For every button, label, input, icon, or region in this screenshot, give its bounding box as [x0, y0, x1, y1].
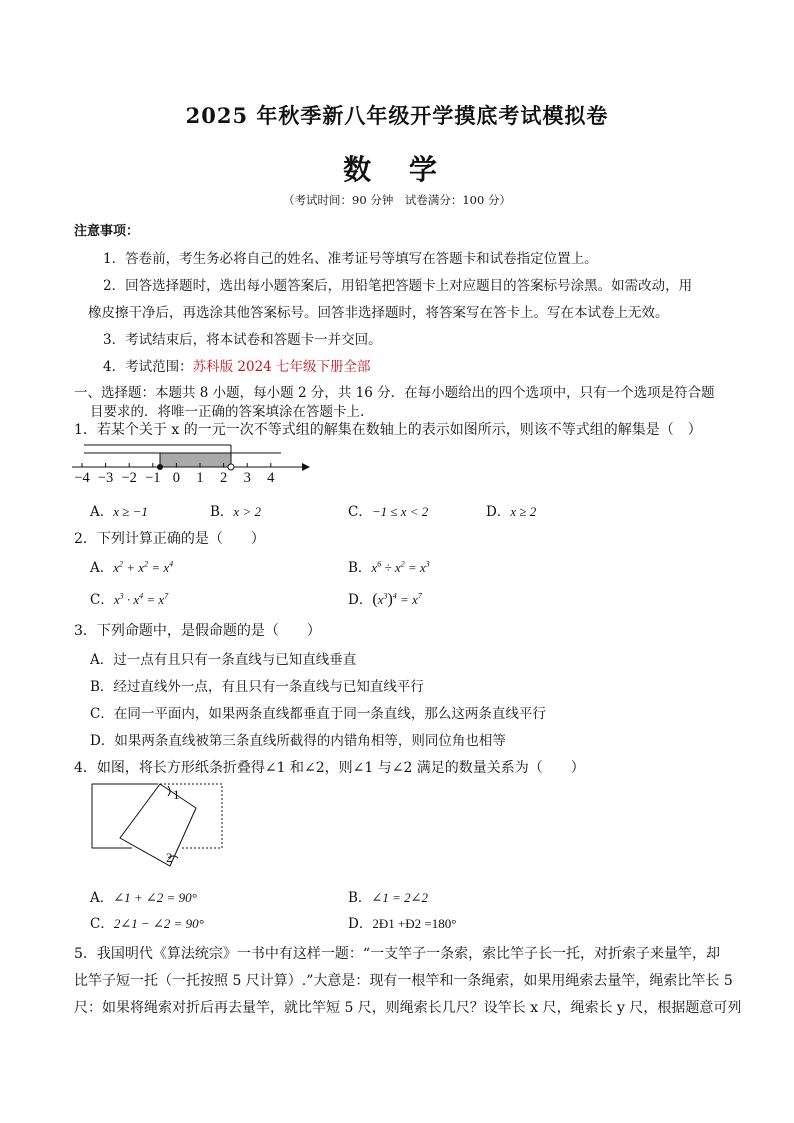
- axis-tick-label: 2: [219, 470, 228, 486]
- q1-option-c-letter: C．: [348, 504, 372, 520]
- angle-1-label: 1: [173, 787, 180, 802]
- q3-option-a[interactable]: A．过一点有且只有一条直线与已知直线垂直: [90, 652, 357, 668]
- exam-scope: 苏科版 2024 七年级下册全部: [192, 359, 371, 375]
- axis-tick-label: −1: [145, 470, 161, 486]
- q2-option-d-math: $(x^3)^4 = x^7$: [372, 591, 422, 608]
- exam-info: （考试时间：90 分钟 试卷满分：100 分）: [283, 193, 511, 207]
- q2-option-b-letter: B．: [348, 560, 372, 576]
- q4-option-b-letter: B．: [348, 890, 372, 906]
- notice-item-2-line-1: 2．回答选择题时，选出每小题答案后，用铅笔把答题卡上对应题目的答案标号涂黑。如需改动，用: [103, 278, 693, 294]
- q1-option-a-math: x ≥ −1: [113, 504, 148, 519]
- angle-2-label: 2: [166, 850, 173, 865]
- q1-option-d[interactable]: [486, 500, 536, 520]
- notice-item-4-prefix: 4．考试范围：: [103, 359, 193, 375]
- q4-option-b-math: ∠1 = 2∠2: [371, 890, 428, 905]
- question-4-stem: 4．如图，将长方形纸条折叠得∠1 和∠2，则∠1 与∠2 满足的数量关系为（ ）: [74, 760, 585, 776]
- q2-option-a-letter: A．: [90, 560, 114, 576]
- solution-region: [160, 453, 231, 467]
- section-1-instructions-line-2: 目要求的．将唯一正确的答案填涂在答题卡上.: [90, 404, 365, 420]
- q3-option-b[interactable]: B．经过直线外一点，有且只有一条直线与已知直线平行: [90, 679, 424, 695]
- q4-option-a-math: ∠1 + ∠2 = 90°: [113, 890, 197, 905]
- axis-tick-label: 4: [267, 470, 275, 486]
- q2-option-a[interactable]: [90, 556, 173, 576]
- axis-tick-label: −3: [97, 470, 114, 486]
- question-5-line-3: 尺：如果将绳索对折后再去量竿，就比竿短 5 尺，则绳索长几尺？设竿长 x 尺，绳索长 y 尺，根据题意可列: [74, 1000, 742, 1016]
- axis-tick-label: 1: [196, 470, 204, 486]
- folded-flap: [120, 784, 196, 866]
- axis-ticks: [82, 463, 271, 467]
- q4-option-d-math: 2Ð1 +Ð2 =180°: [372, 916, 457, 931]
- q4-option-c-letter: C．: [90, 916, 114, 932]
- q1-option-b-letter: B．: [210, 504, 234, 520]
- q2-option-c-letter: C．: [90, 592, 114, 608]
- q3-option-d[interactable]: D．如果两条直线被第三条直线所截得的内错角相等，则同位角也相等: [90, 733, 506, 749]
- notice-item-4: [103, 355, 371, 375]
- exam-title: 2025 年秋季新八年级开学摸底考试模拟卷: [185, 103, 609, 128]
- q2-option-b-math: $x^6 \div x^2 = x^3$: [371, 559, 430, 575]
- angle-1-arc: [168, 786, 170, 796]
- notice-item-2-line-2: 橡皮擦干净后，再选涂其他答案标号。回答非选择题时，将答案写在答卡上。写在本试卷上无效。: [88, 305, 669, 321]
- notice-item-3: 3．考试结束后，将本试卷和答题卡一并交回。: [103, 332, 382, 348]
- q1-option-b[interactable]: [210, 500, 261, 520]
- number-line-labels: [70, 470, 310, 490]
- q1-option-d-letter: D．: [486, 504, 511, 520]
- q1-option-b-math: x > 2: [233, 504, 261, 519]
- q2-option-c[interactable]: [90, 588, 168, 608]
- q1-option-a-letter: A．: [90, 504, 114, 520]
- axis-tick-label: −2: [121, 470, 137, 486]
- q4-option-d[interactable]: [348, 912, 456, 932]
- q2-option-d-letter: D．: [348, 592, 373, 608]
- q4-option-c[interactable]: [90, 912, 204, 932]
- question-5-line-2: 比竿子短一托（一托按照 5 尺计算）.”大意是：现有一根竿和一条绳索，如果用绳索去量竿，绳索比竿长 5: [74, 973, 733, 989]
- q2-option-d[interactable]: [348, 588, 422, 609]
- axis-tick-label: −4: [74, 470, 90, 486]
- q1-option-c[interactable]: [348, 500, 428, 520]
- strip-dashed-edge: [156, 784, 222, 848]
- axis-tick-label: 3: [243, 470, 251, 486]
- question-1-stem: 1．若某个关于 x 的一元一次不等式组的解集在数轴上的表示如图所示，则该不等式组的解集是（ ）: [74, 422, 702, 438]
- folded-strip-figure: [90, 782, 226, 868]
- q3-option-c[interactable]: C．在同一平面内，如果两条直线都垂直于同一条直线，那么这两条直线平行: [90, 706, 546, 722]
- question-5-line-1: 5．我国明代《算法统宗》一书中有这样一题：“一支竿子一条索，索比竿子长一托，对折索子来量竿，却: [74, 946, 721, 962]
- q1-option-c-math: −1 ≤ x < 2: [371, 504, 429, 519]
- q4-option-c-math: 2∠1 − ∠2 = 90°: [113, 916, 204, 931]
- subject-title: 数 学: [343, 153, 451, 186]
- question-2-stem: 2．下列计算正确的是（ ）: [74, 531, 265, 547]
- q1-option-d-math: x ≥ 2: [510, 504, 537, 519]
- q2-option-c-math: $x^3 \cdot x^4 = x^7$: [113, 591, 169, 607]
- q2-option-a-math: $x^2 + x^2 = x^4$: [113, 559, 174, 575]
- strip-solid-edge: [92, 784, 156, 848]
- q4-option-d-letter: D．: [348, 916, 373, 932]
- notice-item-1: 1．答卷前，考生务必将自己的姓名、准考证号等填写在答题卡和试卷指定位置上。: [103, 251, 598, 267]
- axis-tick-label: 0: [172, 470, 181, 486]
- notice-heading: 注意事项：: [74, 224, 140, 239]
- section-1-instructions-line-1: 一、选择题：本题共 8 小题，每小题 2 分，共 16 分．在每小题给出的四个选项中，只有一个选项是符合题: [74, 385, 715, 401]
- q1-option-a[interactable]: [90, 500, 148, 520]
- question-3-stem: 3．下列命题中，是假命题的是（ ）: [74, 623, 321, 639]
- q2-option-b[interactable]: [348, 556, 430, 576]
- q4-option-a[interactable]: [90, 886, 197, 906]
- q4-option-b[interactable]: [348, 886, 428, 906]
- q4-option-a-letter: A．: [90, 890, 114, 906]
